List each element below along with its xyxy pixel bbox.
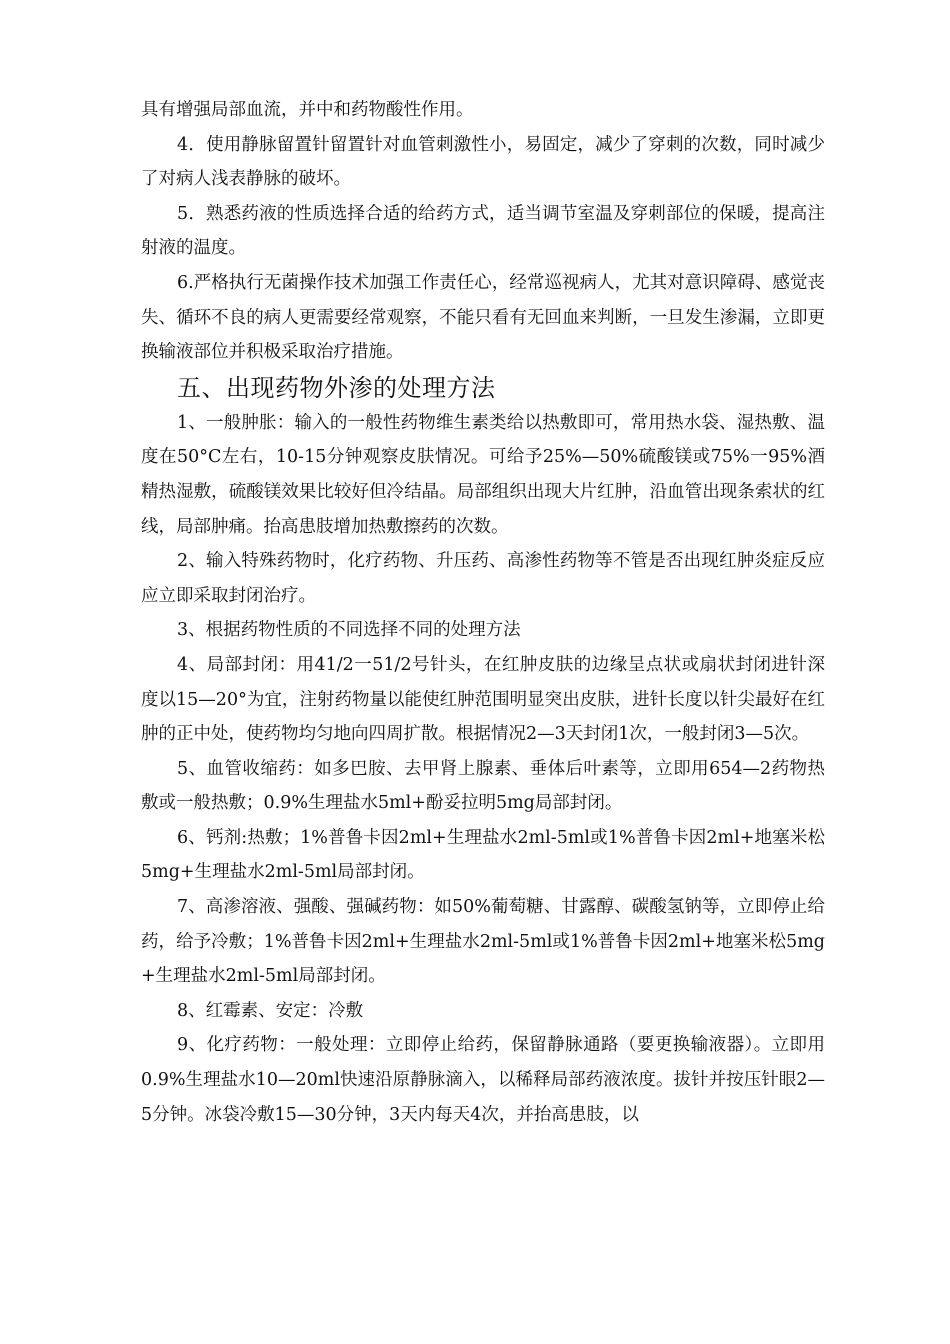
paragraph: 具有增强局部血流，并中和药物酸性作用。	[141, 100, 474, 120]
paragraph: 3、根据药物性质的不同选择不同的处理方法	[177, 620, 521, 641]
paragraph: 2、输入特殊药物时，化疗药物、升压药、高渗性药物等不管是否出现红肿炎症反应应立即采取封闭治疗。	[141, 551, 825, 606]
paragraph: 7、高渗溶液、强酸、强碱药物：如50%葡萄糖、甘露醇、碳酸氢钠等，立即停止给药，给予冷敷；1%普鲁卡因2ml+生理盐水2ml-5ml或1%普鲁卡因2ml+地塞米松5mg+生理盐水2ml-5ml局部封闭。	[141, 897, 825, 987]
paragraph: 8、红霉素、安定：冷敷	[177, 1000, 364, 1021]
paragraph: 1、一般肿胀：输入的一般性药物维生素类给以热敷即可，常用热水袋、湿热敷、温度在50°C左右，10-15分钟观察皮肤情况。可给予25%—50%硫酸镁或75%一95%酒精热湿敷，硫酸镁效果比较好但冷结晶。局部组织出现大片红肿，沿血管出现条索状的红线，局部肿痛。抬高患肢增加热敷擦药的次数。	[141, 412, 825, 537]
document-page	[141, 93, 825, 1132]
paragraph: 4、局部封闭：用41/2一51/2号针头，在红肿皮肤的边缘呈点状或扇状封闭进针深度以15—20°为宜，注射药物量以能使红肿范围明显突出皮肤，进针长度以针尖最好在红肿的正中处，使药物均匀地向四周扩散。根据情况2—3天封闭1次，一般封闭3—5次。	[141, 654, 825, 745]
section-heading: 五、出现药物外渗的处理方法	[177, 373, 496, 402]
paragraph: 6、钙剂:热敷；1%普鲁卡因2ml+生理盐水2ml-5ml或1%普鲁卡因2ml+地塞米松5mg+生理盐水2ml-5ml局部封闭。	[141, 827, 825, 883]
paragraph: 5、血管收缩药：如多巴胺、去甲肾上腺素、垂体后叶素等，立即用654—2药物热敷或一般热敷；0.9%生理盐水5ml+酚妥拉明5mg局部封闭。	[141, 758, 825, 814]
paragraph: 5．熟悉药液的性质选择合适的给药方式，适当调节室温及穿刺部位的保暖，提高注射液的温度。	[141, 203, 825, 259]
paragraph: 9、化疗药物：一般处理：立即停止给药，保留静脉通路（要更换输液器）。立即用0.9%生理盐水10—20ml快速沿原静脉滴入，以稀释局部药液浓度。拔针并按压针眼2—5分钟。冰袋冷敷15—30分钟，3天内每天4次，并抬高患肢，以	[141, 1035, 825, 1125]
paragraph: 6.严格执行无菌操作技术加强工作责任心，经常巡视病人，尤其对意识障碍、感觉丧失、循环不良的病人更需要经常观察，不能只看有无回血来判断，一旦发生渗漏，立即更换输液部位并积极采取治疗措施。	[141, 272, 825, 363]
paragraph: 4．使用静脉留置针留置针对血管刺激性小，易固定，减少了穿刺的次数，同时减少了对病人浅表静脉的破坏。	[141, 134, 825, 190]
